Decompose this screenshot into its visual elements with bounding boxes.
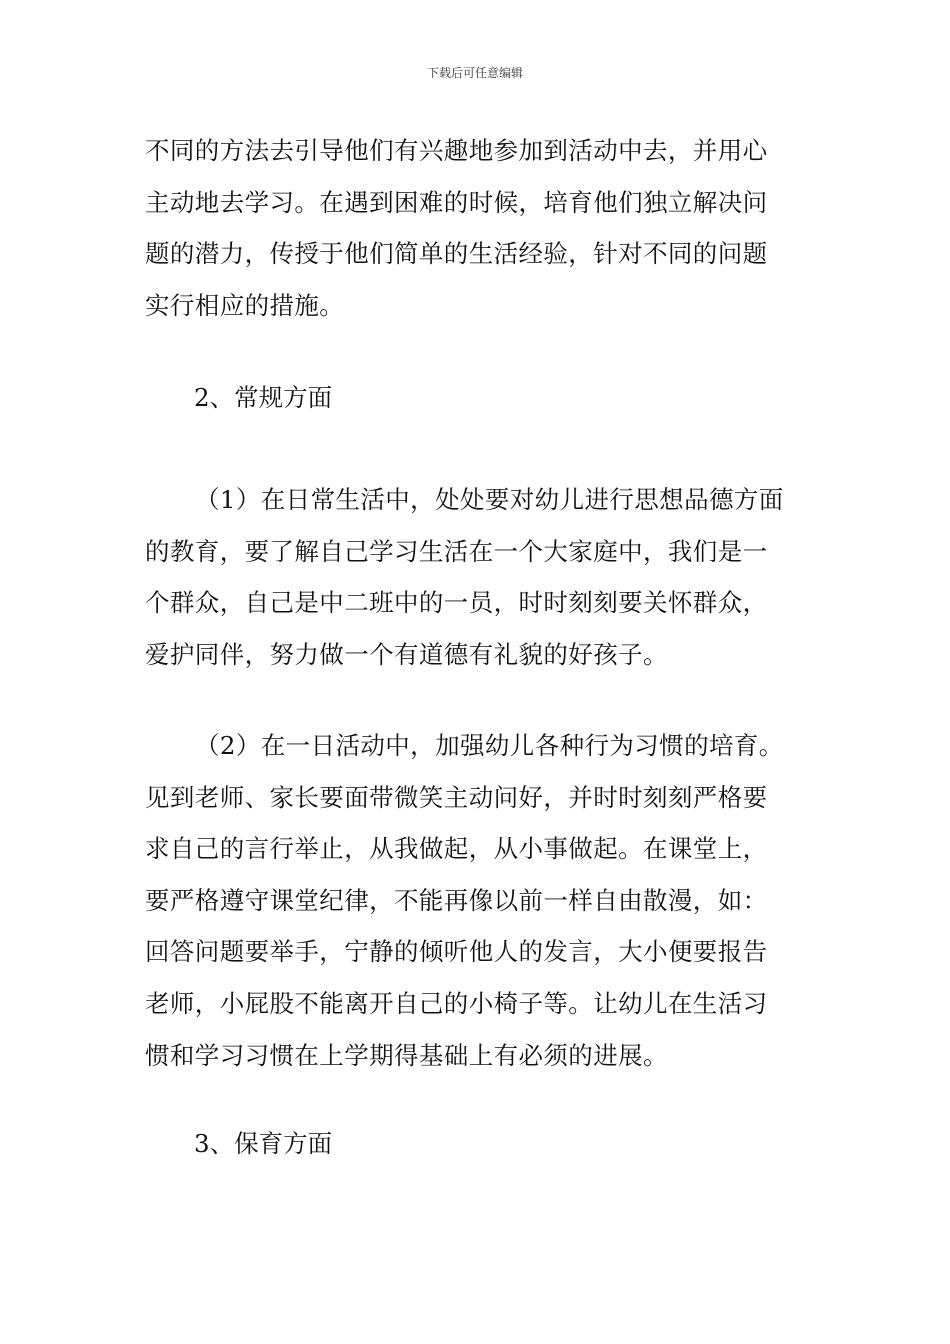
- paragraph-line: 个群众，自己是中二班中的一员，时时刻刻要关怀群众，: [145, 588, 768, 618]
- paragraph-line: 回答问题要举手，宁静的倾听他人的发言，大小便要报告: [145, 937, 768, 967]
- page-header: 下载后可任意编辑: [426, 66, 523, 80]
- section-heading-2: 2、常规方面: [194, 383, 333, 412]
- paragraph-line: 的教育，要了解自己学习生活在一个大家庭中，我们是一: [145, 536, 768, 566]
- paragraph-line: 主动地去学习。在遇到困难的时候，培育他们独立解决问: [145, 187, 768, 217]
- paragraph-line: 老师，小屁股不能离开自己的小椅子等。让幼儿在生活习: [145, 988, 768, 1018]
- section-heading-3: 3、保育方面: [194, 1129, 333, 1158]
- paragraph-line: （1）在日常生活中，处处要对幼儿进行思想品德方面: [195, 485, 784, 514]
- paragraph-1: [145, 125, 807, 331]
- paragraph-line: （2）在一日活动中，加强幼儿各种行为习惯的培育。: [195, 731, 784, 760]
- paragraph-3: [145, 720, 807, 1081]
- paragraph-line: 要严格遵守课堂纪律，不能再像以前一样自由散漫，如：: [145, 885, 768, 915]
- paragraph-2: [145, 474, 807, 680]
- paragraph-line-wrap: [145, 474, 807, 526]
- paragraph-line: 实行相应的措施。: [145, 290, 345, 320]
- paragraph-line-wrap: [145, 720, 807, 772]
- paragraph-line: 题的潜力，传授于他们简单的生活经验，针对不同的问题: [145, 239, 768, 269]
- paragraph-line: 见到老师、家长要面带微笑主动问好，并时时刻刻严格要: [145, 782, 768, 812]
- paragraph-line: 不同的方法去引导他们有兴趣地参加到活动中去，并用心: [145, 136, 768, 165]
- paragraph-line: 爱护同伴，努力做一个有道德有礼貌的好孩子。: [145, 639, 668, 669]
- paragraph-line: 求自己的言行举止，从我做起，从小事做起。在课堂上，: [145, 834, 768, 864]
- paragraph-line: 惯和学习习惯在上学期得基础上有必须的进展。: [145, 1040, 668, 1070]
